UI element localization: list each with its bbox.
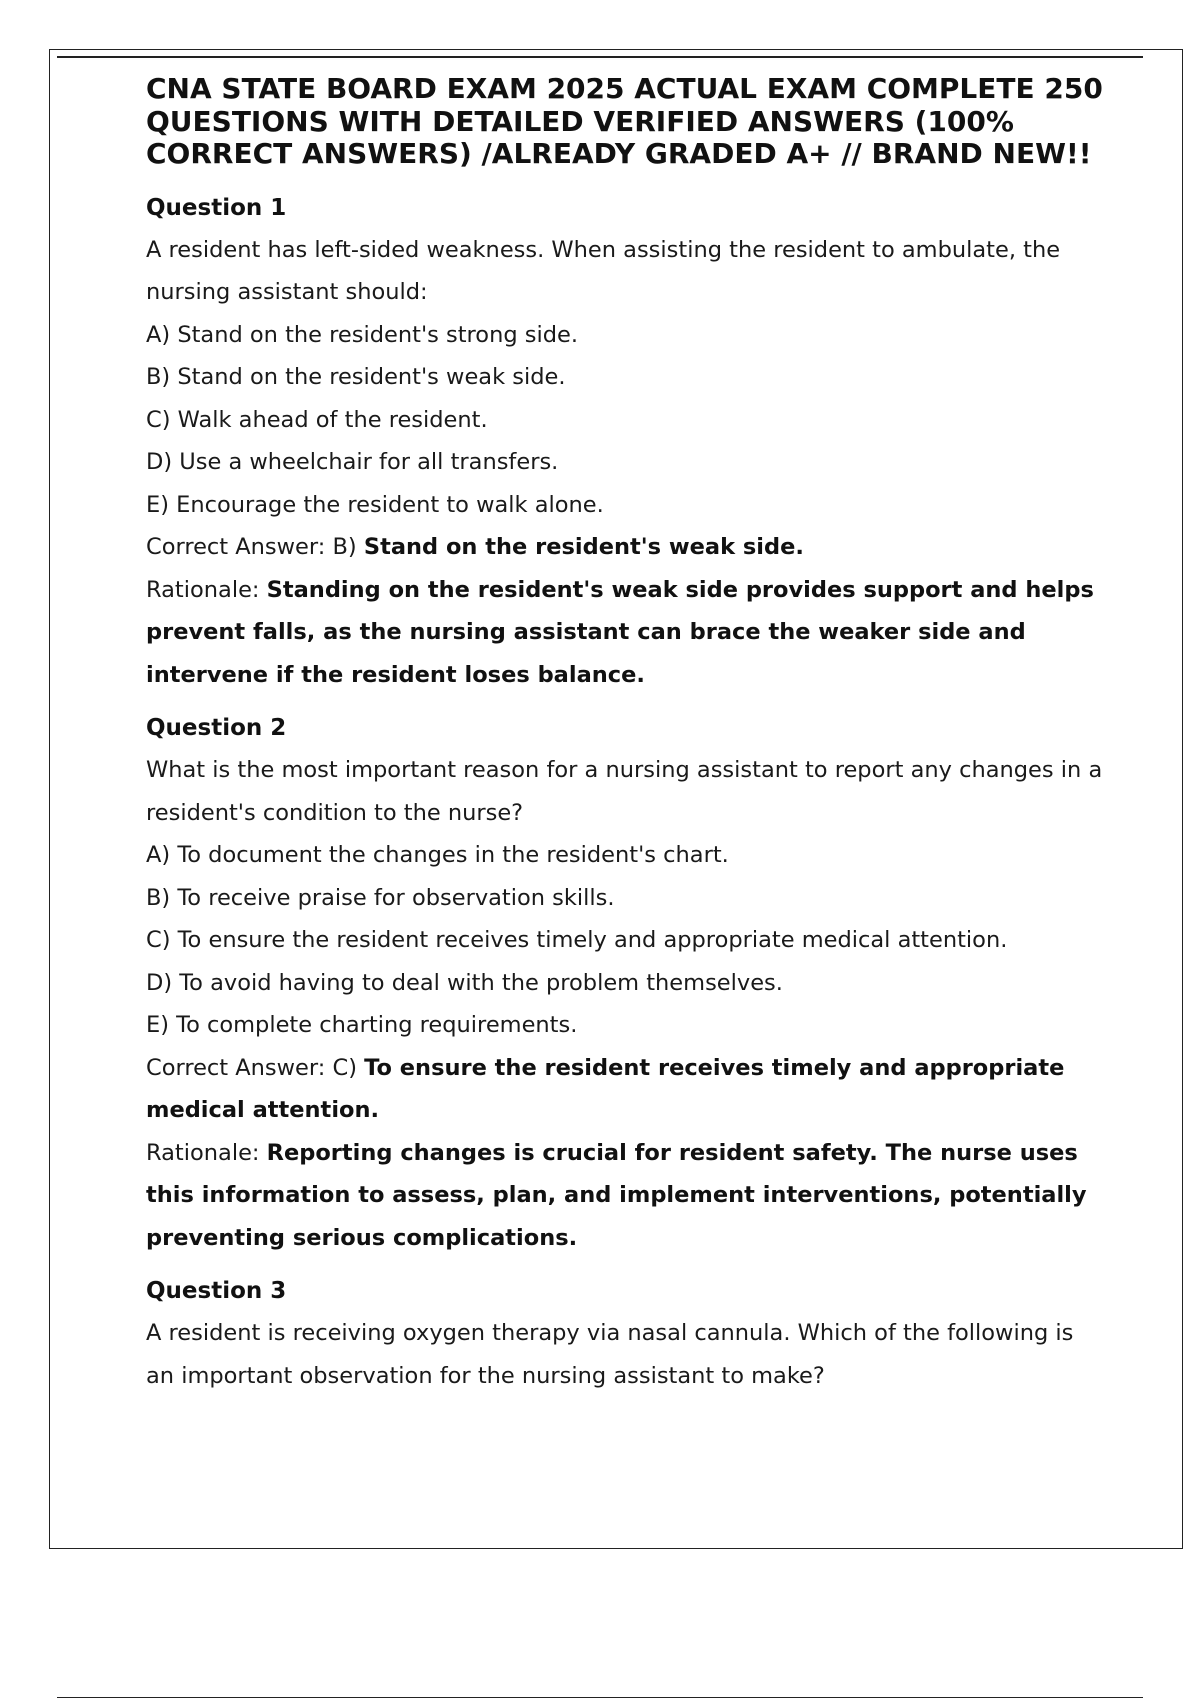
answer-option-b: B) Stand on the resident's weak side. bbox=[146, 364, 566, 390]
correct-answer bbox=[146, 1047, 1106, 1132]
question-heading: Question 1 bbox=[146, 194, 287, 221]
rationale-label: Rationale: bbox=[146, 1139, 260, 1166]
rationale-text: Reporting changes is crucial for resident safety. The nurse uses this information to assess, plan, and implement interventions, potentially preventing serious complications. bbox=[146, 1139, 1087, 1251]
question-heading: Question 3 bbox=[146, 1278, 287, 1304]
question-text: A resident has left-sided weakness. When assisting the resident to ambulate, the nursing assistant should: bbox=[146, 236, 1061, 305]
answer-option-b: B) To receive praise for observation skills. bbox=[146, 884, 615, 911]
rationale bbox=[146, 569, 1106, 697]
question-text: A resident is receiving oxygen therapy via nasal cannula. Which of the following is an important observation for the nursing assistant to make? bbox=[146, 1320, 1074, 1389]
answer-option-d: D) Use a wheelchair for all transfers. bbox=[146, 449, 559, 475]
document-content bbox=[146, 73, 1106, 1415]
rationale bbox=[146, 1132, 1106, 1260]
rationale-text: Standing on the resident's weak side provides support and helps prevent falls, as the nursing assistant can brace the weaker side and intervene if the resident loses balance. bbox=[146, 576, 1094, 688]
answer-option-a: A) To document the changes in the resident's chart. bbox=[146, 842, 729, 868]
correct-answer-text: To ensure the resident receives timely and appropriate medical attention. bbox=[146, 1054, 1065, 1123]
question-heading: Question 2 bbox=[146, 715, 287, 741]
question-block-1 bbox=[146, 194, 1106, 697]
answer-option-c: C) Walk ahead of the resident. bbox=[146, 406, 488, 433]
answer-option-c: C) To ensure the resident receives timely and appropriate medical attention. bbox=[146, 927, 1008, 953]
correct-answer bbox=[146, 526, 1106, 569]
rationale-label: Rationale: bbox=[146, 576, 260, 603]
top-rule-divider bbox=[57, 56, 1143, 58]
answer-option-e: E) To complete charting requirements. bbox=[146, 1012, 578, 1038]
question-block-3 bbox=[146, 1277, 1106, 1397]
bottom-rule-divider bbox=[57, 1697, 1143, 1698]
question-block-2 bbox=[146, 714, 1106, 1259]
document-title: CNA STATE BOARD EXAM 2025 ACTUAL EXAM COMPLETE 250 QUESTIONS WITH DETAILED VERIFIED ANSWERS (100% CORRECT ANSWERS) /ALREADY GRADED A+ // BRAND NEW!! bbox=[146, 72, 1103, 170]
correct-answer-text: Stand on the resident's weak side. bbox=[363, 534, 804, 560]
question-text: What is the most important reason for a nursing assistant to report any changes in a resident's condition to the nurse? bbox=[146, 757, 1103, 826]
answer-option-a: A) Stand on the resident's strong side. bbox=[146, 321, 579, 348]
answer-option-e: E) Encourage the resident to walk alone. bbox=[146, 491, 604, 518]
answer-option-d: D) To avoid having to deal with the problem themselves. bbox=[146, 969, 783, 996]
correct-answer-label: Correct Answer: C) bbox=[146, 1054, 357, 1081]
correct-answer-label: Correct Answer: B) bbox=[146, 534, 357, 560]
